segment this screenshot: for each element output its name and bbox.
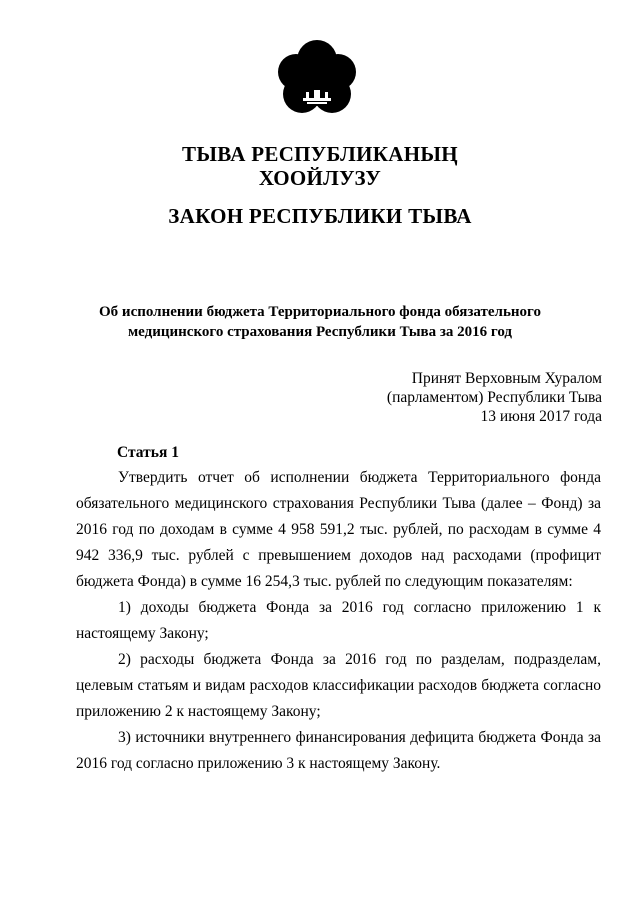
adoption-date: 13 июня 2017 года <box>480 408 602 425</box>
article-item-2: 2) расходы бюджета Фонда за 2016 год по разделам, подразделам, целевым статьям и видам расходов классификации расходов бюджета согласно приложению 2 к настоящему Закону; <box>76 651 601 720</box>
header-tuvan-line-2: ХООЙЛУЗУ <box>258 166 382 190</box>
article-body <box>76 465 601 777</box>
article-paragraph: Утвердить отчет об исполнении бюджета Территориального фонда обязательного медицинского страхования Республики Тыва (далее – Фонд) за 2016 год по доходам в сумме 4 958 591,2 тыс. рублей, по расходам в сумме 4 942 336,9 тыс. рублей с превышением доходов над расходами (профицит бюджета Фонда) в сумме 16 254,3 тыс. рублей по следующим показателям: <box>76 469 601 590</box>
header-tuvan-line-1: ТЫВА РЕСПУБЛИКАНЫҢ <box>182 142 458 166</box>
header-law-title: ЗАКОН РЕСПУБЛИКИ ТЫВА <box>168 204 472 228</box>
article-item-3: 3) источники внутреннего финансирования дефицита бюджета Фонда за 2016 год согласно приложению 3 к настоящему Закону. <box>76 729 601 772</box>
adoption-line-1: Принят Верховным Хуралом <box>411 370 602 387</box>
law-title-line-1: Об исполнении бюджета Территориального фонда обязательного <box>99 304 541 320</box>
adoption-line-2: (парламентом) Республики Тыва <box>386 389 602 406</box>
law-title-line-2: медицинского страхования Республики Тыва за 2016 год <box>127 324 513 340</box>
law-title <box>60 302 580 342</box>
adoption-note <box>302 369 602 426</box>
article-heading: Статья 1 <box>117 444 179 461</box>
article-item-1: 1) доходы бюджета Фонда за 2016 год согласно приложению 1 к настоящему Закону; <box>76 599 601 642</box>
tuva-emblem-icon <box>273 36 361 124</box>
